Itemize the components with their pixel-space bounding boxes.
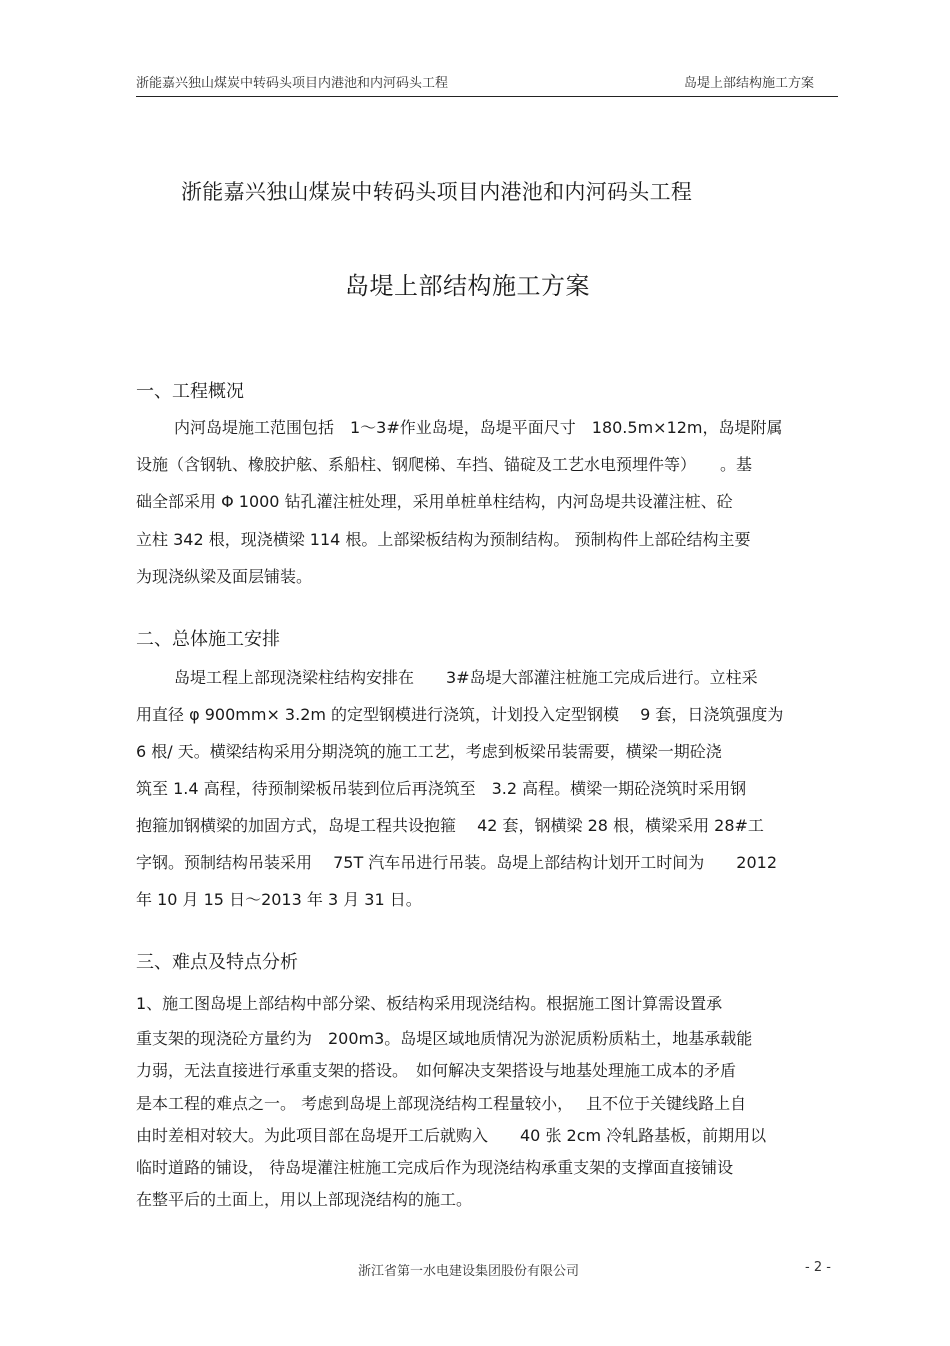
section-heading-overview: 一、工程概况: [136, 381, 244, 402]
arrangement-line: 用直径 φ 900mm× 3.2m 的定型钢模进行浇筑，计划投入定型钢模 9 套，日浇筑强度为: [136, 705, 784, 724]
overview-line: 设施（含钢轨、橡胶护舷、系船柱、钢爬梯、车挡、锚碇及工艺水电预埋件等） 。基: [136, 455, 753, 474]
section-heading-arrangement: 二、总体施工安排: [136, 629, 280, 650]
header-doc-title: 岛堤上部结构施工方案: [684, 76, 815, 91]
project-title: 浙能嘉兴独山煤炭中转码头项目内港池和内河码头工程: [181, 180, 693, 204]
difficulties-line: 力弱，无法直接进行承重支架的搭设。 如何解决支架搭设与地基处理施工成本的矛盾: [136, 1061, 737, 1080]
difficulties-line: 在整平后的土面上，用以上部现浇结构的施工。: [136, 1190, 473, 1209]
arrangement-line: 抱箍加钢横梁的加固方式，岛堤工程共设抱箍 42 套，钢横梁 28 根，横梁采用 28#工: [136, 816, 764, 835]
overview-line: 立柱 342 根，现浇横梁 114 根。上部梁板结构为预制结构。 预制构件上部砼结构主要: [136, 530, 751, 549]
arrangement-line: 岛堤工程上部现浇梁柱结构安排在 3#岛堤大部灌注桩施工完成后进行。立柱采: [174, 668, 758, 687]
footer-company: 浙江省第一水电建设集团股份有限公司: [358, 1264, 580, 1279]
difficulties-line: 重支架的现浇砼方量约为 200m3。岛堤区域地质情况为淤泥质粉质粘土，地基承载能: [136, 1029, 753, 1048]
arrangement-line: 年 10 月 15 日～2013 年 3 月 31 日。: [136, 890, 422, 909]
section-heading-difficulties: 三、难点及特点分析: [136, 952, 298, 973]
page-number: - 2 -: [805, 1260, 831, 1275]
header-divider: [136, 96, 838, 97]
document-title: 岛堤上部结构施工方案: [345, 272, 590, 300]
overview-line: 础全部采用 Φ 1000 钻孔灌注桩处理，采用单桩单柱结构，内河岛堤共设灌注桩、砼: [136, 492, 733, 511]
overview-line: 为现浇纵梁及面层铺装。: [136, 567, 313, 586]
difficulties-line: 临时道路的铺设， 待岛堤灌注桩施工完成后作为现浇结构承重支架的支撑面直接铺设: [136, 1158, 734, 1177]
arrangement-line: 字钢。预制结构吊装采用 75T 汽车吊进行吊装。岛堤上部结构计划开工时间为 2012: [136, 853, 778, 872]
difficulties-line: 由时差相对较大。为此项目部在岛堤开工后就购入 40 张 2cm 冷轧路基板，前期用以: [136, 1126, 767, 1145]
header-project-name: 浙能嘉兴独山煤炭中转码头项目内港池和内河码头工程: [136, 76, 449, 91]
overview-line: 内河岛堤施工范围包括 1～3#作业岛堤，岛堤平面尺寸 180.5m×12m，岛堤附属: [174, 418, 783, 437]
arrangement-line: 筑至 1.4 高程，待预制梁板吊装到位后再浇筑至 3.2 高程。横梁一期砼浇筑时采用钢: [136, 779, 747, 798]
difficulties-line: 1、施工图岛堤上部结构中部分梁、板结构采用现浇结构。根据施工图计算需设置承: [136, 994, 723, 1013]
arrangement-line: 6 根/ 天。横梁结构采用分期浇筑的施工工艺，考虑到板梁吊装需要，横梁一期砼浇: [136, 742, 722, 761]
difficulties-line: 是本工程的难点之一。 考虑到岛堤上部现浇结构工程量较小， 且不位于关键线路上自: [136, 1094, 747, 1113]
